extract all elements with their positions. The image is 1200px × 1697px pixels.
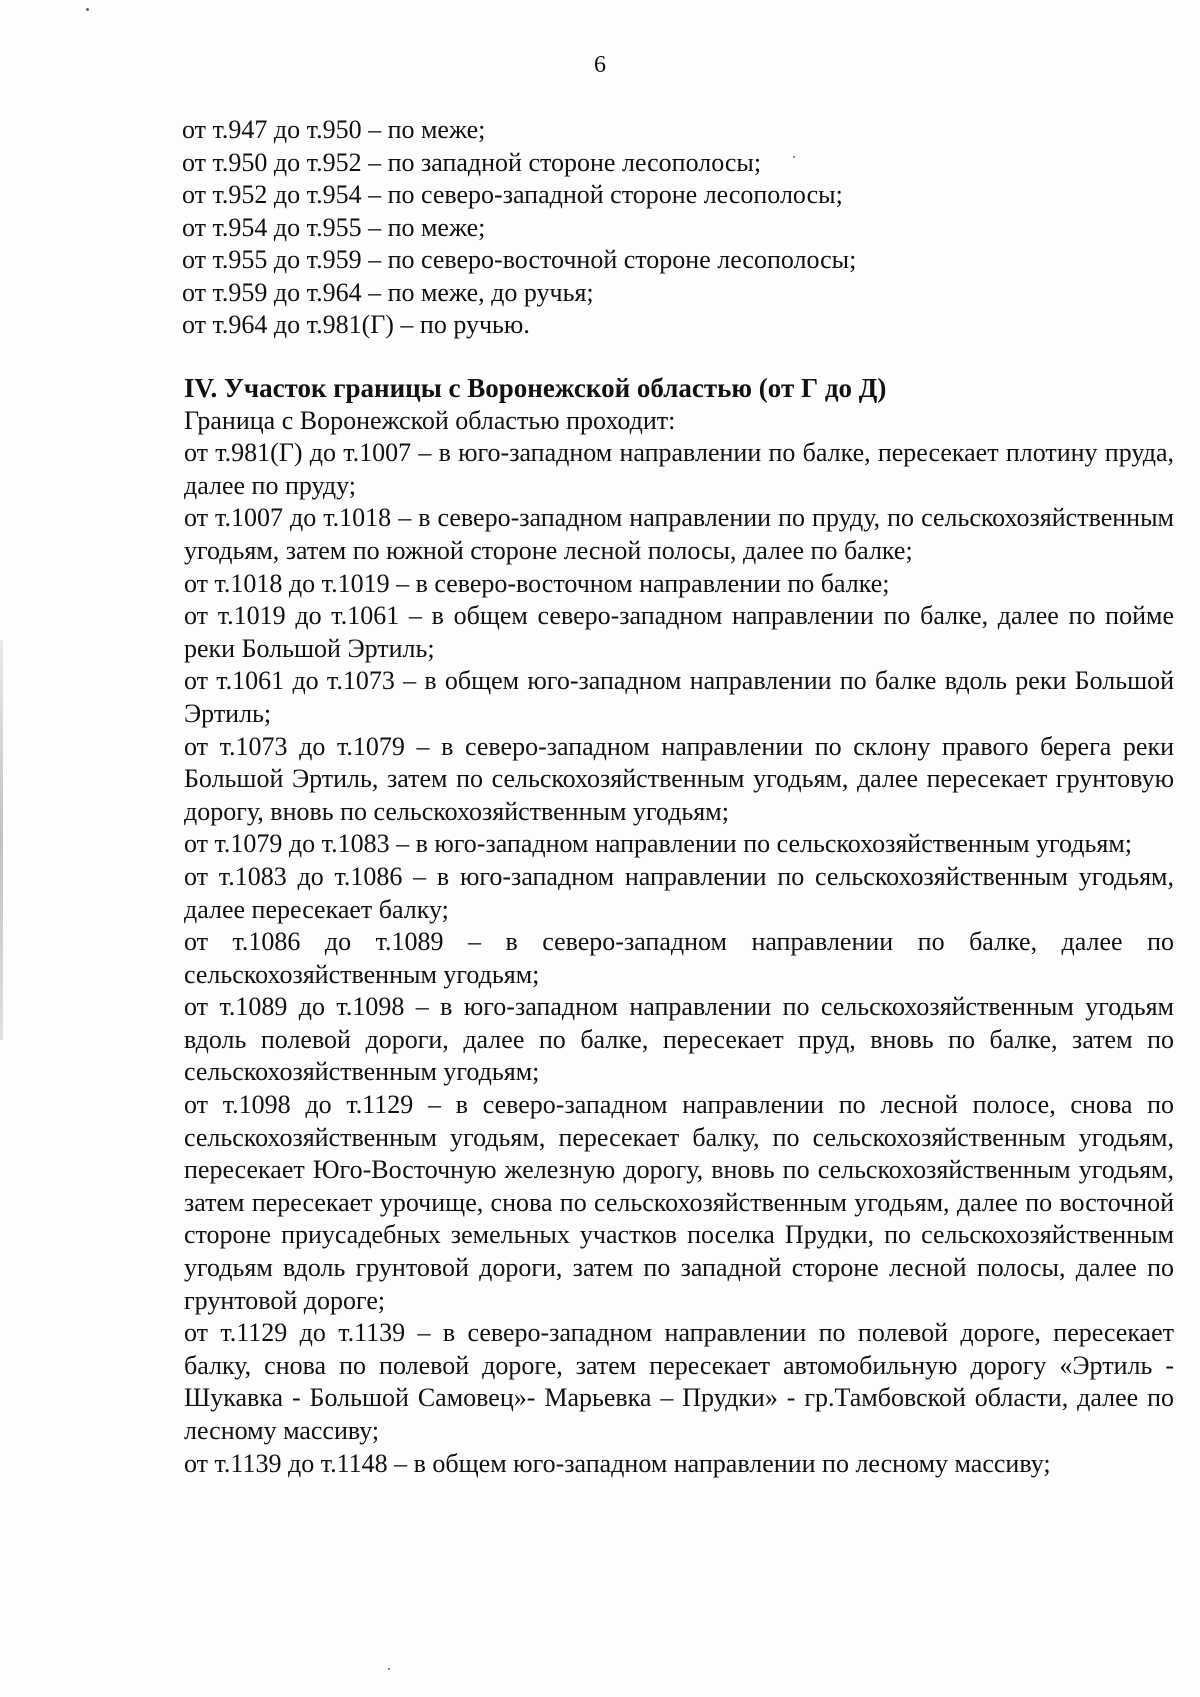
boundary-segment-paragraph: от т.1086 до т.1089 – в северо-западном направлении по балке, далее по сельскохозяйственным угодьям; [184, 927, 1174, 989]
boundary-segment-paragraph: от т.1018 до т.1019 – в северо-восточном направлении по балке; [184, 568, 890, 598]
boundary-segment-item: от т.964 до т.981(Г) – по ручью. [182, 310, 530, 339]
boundary-segment-paragraph: от т.1098 до т.1129 – в северо-западном направлении по лесной полосе, снова по сельскохозяйственным угодьям, пересекает балку, по сельскохозяйственным угодьям, пересекает Юго-Восточную железную дорогу, вновь по сельскохозяйственным угодьям, затем пересекает урочище, снова по сельскохозяйственным угодьям, далее по восточной стороне приусадебных земельных участков поселка Прудки, по сельскохозяйственным угодьям вдоль грунтовой дороги, затем по западной стороне лесной полосы, далее по грунтовой дороге; [184, 1090, 1174, 1315]
boundary-segment-item: от т.950 до т.952 – по западной стороне лесополосы; [182, 147, 762, 177]
boundary-segment-item: от т.952 до т.954 – по северо-западной стороне лесополосы; [182, 180, 843, 209]
section-intro: Граница с Воронежской областью проходит: [184, 405, 676, 435]
boundary-segment-item: от т.947 до т.950 – по меже; [182, 115, 486, 144]
boundary-segment-paragraph: от т.1089 до т.1098 – в юго-западном направлении по сельскохозяйственным угодьям вдоль полевой дороги, далее по балке, пересекает пруд, вновь по балке, затем по сельскохозяйственным угодьям; [184, 992, 1174, 1087]
boundary-segment-paragraph: от т.1019 до т.1061 – в общем северо-западном направлении по балке, далее по пойме реки Большой Эртиль; [184, 601, 1174, 663]
boundary-segment-paragraph: от т.1139 до т.1148 – в общем юго-западном направлении по лесному массиву; [184, 1448, 1051, 1478]
scan-speck [86, 8, 89, 11]
boundary-segment-paragraph: от т.1061 до т.1073 – в общем юго-западном направлении по балке вдоль реки Большой Эртиль; [184, 666, 1174, 728]
boundary-segment-paragraph: от т.1073 до т.1079 – в северо-западном направлении по склону правого берега реки Большой Эртиль, затем по сельскохозяйственным угодьям, далее пересекает грунтовую дорогу, вновь по сельскохозяйственным угодьям; [184, 731, 1174, 826]
section-voronezh-boundary [184, 372, 1174, 1480]
scan-edge-artifact [0, 640, 3, 1040]
boundary-segment-paragraph: от т.981(Г) до т.1007 – в юго-западном направлении по балке, пересекает плотину пруда, далее по пруду; [184, 438, 1174, 500]
section-heading: IV. Участок границы с Воронежской областью (от Г до Д) [184, 373, 887, 403]
boundary-segment-paragraph: от т.1079 до т.1083 – в юго-западном направлении по сельскохозяйственным угодьям; [184, 829, 1133, 859]
boundary-segment-paragraph: от т.1083 до т.1086 – в юго-западном направлении по сельскохозяйственным угодьям, далее пересекает балку; [184, 861, 1174, 924]
boundary-list-previous-section [182, 114, 1082, 342]
boundary-segment-paragraph: от т.1007 до т.1018 – в северо-западном направлении по пруду, по сельскохозяйственным угодьям, затем по южной стороне лесной полосы, далее по балке; [184, 503, 1174, 565]
boundary-segment-paragraph: от т.1129 до т.1139 – в северо-западном направлении по полевой дороге, пересекает балку, снова по полевой дороге, затем пересекает автомобильную дорогу «Эртиль - Шукавка - Большой Самовец»- Марьевка – Прудки» - гр.Тамбовской области, далее по лесному массиву; [184, 1318, 1174, 1445]
boundary-segment-item: от т.954 до т.955 – по меже; [182, 212, 486, 242]
scan-speck [388, 1668, 390, 1670]
boundary-segment-item: от т.959 до т.964 – по меже, до ручья; [182, 277, 594, 307]
page-number: 6 [594, 52, 606, 78]
boundary-segment-item: от т.955 до т.959 – по северо-восточной стороне лесополосы; [182, 245, 857, 274]
